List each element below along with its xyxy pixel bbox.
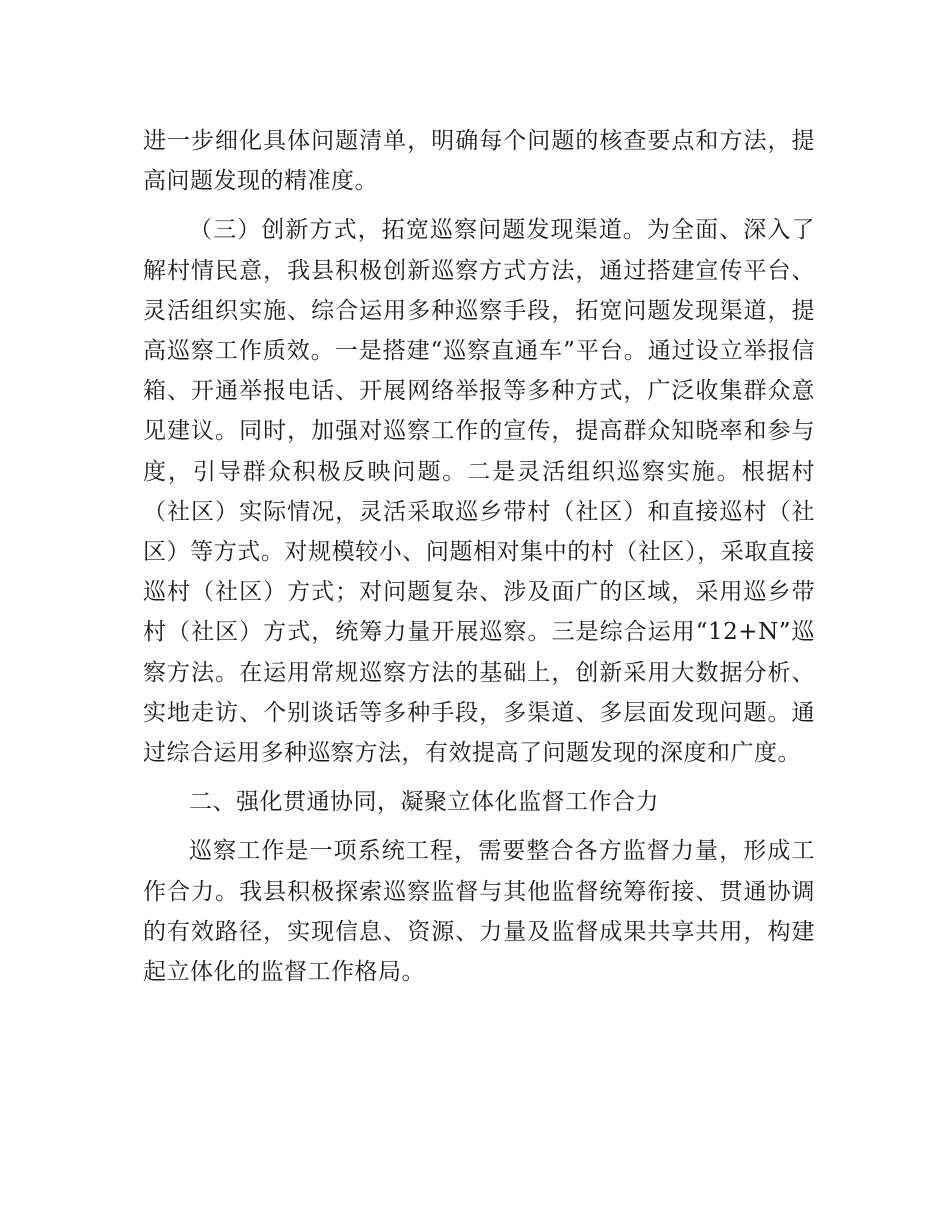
paragraph-continuation: 进一步细化具体问题清单，明确每个问题的核查要点和方法，提高问题发现的精准度。	[143, 128, 815, 195]
paragraph-section-three: （三）创新方式，拓宽巡察问题发现渠道。为全面、深入了解村情民意，我县积极创新巡察方式方法，通过搭建宣传平台、灵活组织实施、综合运用多种巡察手段，拓宽问题发现渠道，提高巡察工作质效。一是搭建“巡察直通车”平台。通过设立举报信箱、开通举报电话、开展网络举报等多种方式，广泛收集群众意见建议。同时，加强对巡察工作的宣传，提高群众知晓率和参与度，引导群众积极反映问题。二是灵活组织巡察实施。根据村（社区）实际情况，灵活采取巡乡带村（社区）和直接巡村（社区）等方式。对规模较小、问题相对集中的村（社区），采取直接巡村（社区）方式；对问题复杂、涉及面广的区域，采用巡乡带村（社区）方式，统筹力量开展巡察。三是综合运用“12+N”巡察方法。在运用常规巡察方法的基础上，创新采用大数据分析、实地走访、个别谈话等多种手段，多渠道、多层面发现问题。通过综合运用多种巡察方法，有效提高了问题发现的深度和广度。	[143, 217, 815, 767]
section-heading: 二、强化贯通协同，凝聚立体化监督工作合力	[189, 789, 659, 816]
document-body	[143, 121, 815, 1001]
paragraph-section-two-intro: 巡察工作是一项系统工程，需要整合各方监督力量，形成工作合力。我县积极探索巡察监督与其他监督统筹衔接、贯通协调的有效路径，实现信息、资源、力量及监督成果共享共用，构建起立体化的监督工作格局。	[143, 838, 815, 986]
